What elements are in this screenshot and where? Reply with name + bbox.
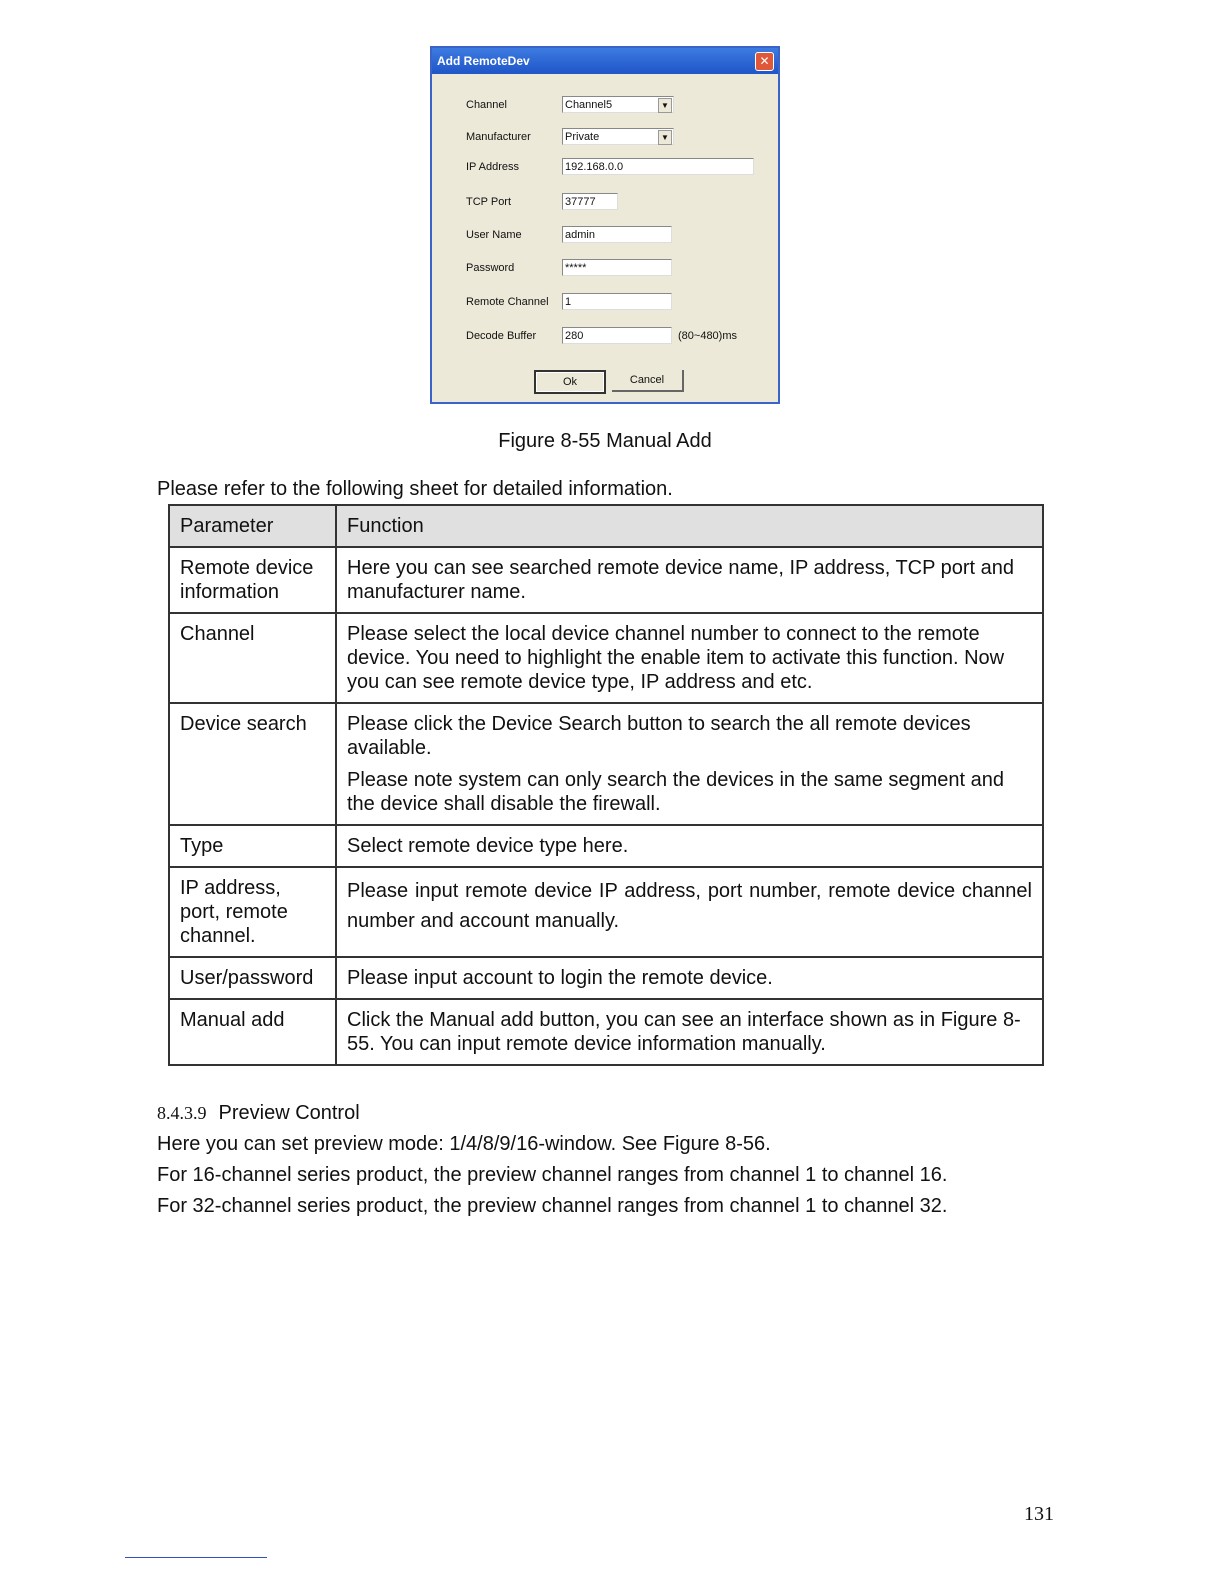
function-cell bbox=[336, 613, 1043, 703]
table-row bbox=[169, 867, 1043, 957]
field-label: User Name bbox=[466, 229, 522, 241]
parameter-cell: Manual add bbox=[169, 999, 336, 1065]
section-number: 8.4.3.9 bbox=[157, 1103, 207, 1123]
function-cell bbox=[336, 867, 1043, 957]
field-value: 1 bbox=[565, 296, 572, 308]
function-cell bbox=[336, 547, 1043, 613]
header-parameter: Parameter bbox=[169, 505, 336, 547]
figure-caption: Figure 8-55 Manual Add bbox=[498, 430, 712, 452]
paragraph: For 32-channel series product, the preview channel ranges from channel 1 to channel 32. bbox=[157, 1195, 948, 1217]
close-icon[interactable]: ✕ bbox=[755, 52, 774, 71]
section-title: Preview Control bbox=[218, 1102, 360, 1124]
table-row bbox=[169, 613, 1043, 703]
dropdown[interactable] bbox=[562, 96, 674, 113]
paragraph: Here you can set preview mode: 1/4/8/9/16-window. See Figure 8-56. bbox=[157, 1133, 771, 1155]
field-label: Decode Buffer bbox=[466, 330, 537, 342]
table-row bbox=[169, 825, 1043, 867]
function-text: Please input account to login the remote device. bbox=[347, 967, 773, 989]
text-input[interactable] bbox=[562, 193, 618, 210]
section-heading bbox=[157, 1102, 360, 1125]
function-cell bbox=[336, 825, 1043, 867]
table-header bbox=[169, 505, 1043, 547]
footer-line bbox=[125, 1557, 267, 1558]
parameter-cell: Remote device information bbox=[169, 547, 336, 613]
field-value: admin bbox=[565, 229, 595, 241]
field-label: Channel bbox=[466, 99, 507, 111]
function-text: Please input remote device IP address, port number, remote device channel number and account manually. bbox=[347, 880, 1032, 932]
page-number: 131 bbox=[1024, 1503, 1054, 1525]
function-text: Select remote device type here. bbox=[347, 835, 629, 857]
field-label: Password bbox=[466, 262, 515, 274]
header-function: Function bbox=[336, 505, 1043, 547]
field-label: TCP Port bbox=[466, 196, 512, 208]
parameter-cell: IP address, port, remote channel. bbox=[169, 867, 336, 957]
dialog-title: Add RemoteDev bbox=[432, 48, 778, 74]
function-text: Please click the Device Search button to search the all remote devices available. bbox=[347, 713, 971, 759]
function-text: Click the Manual add button, you can see an interface shown as in Figure 8-55. You can input remote device information manually. bbox=[347, 1009, 1021, 1055]
field-value: Private bbox=[565, 131, 600, 143]
field-label: Remote Channel bbox=[466, 296, 549, 308]
table-row bbox=[169, 547, 1043, 613]
text-input[interactable] bbox=[562, 293, 672, 310]
paragraph: For 16-channel series product, the preview channel ranges from channel 1 to channel 16. bbox=[157, 1164, 948, 1186]
parameter-cell: User/password bbox=[169, 957, 336, 999]
add-remote-dev-dialog bbox=[430, 46, 780, 404]
function-cell bbox=[336, 999, 1043, 1065]
text-input[interactable] bbox=[562, 226, 672, 243]
parameter-table bbox=[168, 504, 1044, 1066]
function-cell bbox=[336, 703, 1043, 825]
chevron-down-icon[interactable]: ▼ bbox=[658, 98, 672, 113]
parameter-cell: Channel bbox=[169, 613, 336, 703]
function-text: Here you can see searched remote device name, IP address, TCP port and manufacturer name. bbox=[347, 557, 1015, 603]
field-value: 37777 bbox=[565, 196, 596, 208]
table-row bbox=[169, 957, 1043, 999]
field-label: Manufacturer bbox=[466, 131, 531, 143]
function-cell bbox=[336, 957, 1043, 999]
ok-button[interactable]: Ok bbox=[534, 370, 606, 394]
field-value: 280 bbox=[565, 330, 584, 342]
table-row bbox=[169, 703, 1043, 825]
field-value: Channel5 bbox=[565, 99, 613, 111]
field-value: 192.168.0.0 bbox=[565, 161, 624, 173]
text-input[interactable] bbox=[562, 327, 672, 344]
function-text: Please note system can only search the devices in the same segment and the device shall disable the firewall. bbox=[347, 769, 1005, 815]
field-value: ***** bbox=[565, 262, 587, 274]
text-input[interactable] bbox=[562, 158, 754, 175]
parameter-cell: Device search bbox=[169, 703, 336, 825]
chevron-down-icon[interactable]: ▼ bbox=[658, 130, 672, 145]
field-hint: (80~480)ms bbox=[678, 330, 738, 342]
table-row bbox=[169, 999, 1043, 1065]
cancel-button[interactable]: Cancel bbox=[612, 370, 684, 392]
dropdown[interactable] bbox=[562, 128, 674, 145]
function-text: Please select the local device channel number to connect to the remote device. You need to highlight the enable item to activate this function. Now you can see remote device type, IP address and etc. bbox=[347, 623, 1005, 693]
field-label: IP Address bbox=[466, 161, 519, 173]
intro-text: Please refer to the following sheet for detailed information. bbox=[157, 478, 673, 500]
parameter-cell: Type bbox=[169, 825, 336, 867]
text-input[interactable] bbox=[562, 259, 672, 276]
